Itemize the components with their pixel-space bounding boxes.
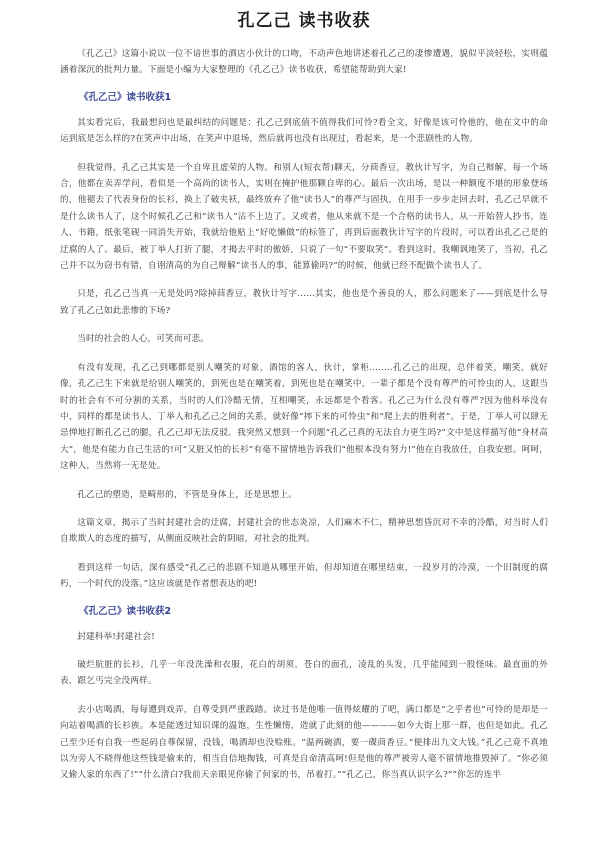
paragraph-gap: [60, 548, 548, 560]
section-heading-1: 《孔乙己》读书收获1: [79, 91, 172, 103]
section1-paragraph: 其实看完后，我最想问也是最纠结的问题是：孔乙己到底值不值得我们可怜?看全文，好像是该可怜他的，他在文中的命运到底是怎么样的?在笑声中出场，在笑声中退场，然后就再也没有出现过，看起来，是一个悲剧性的人物。: [60, 117, 548, 145]
intro-paragraph: 《孔乙己》这篇小说以一位不谙世事的酒店小伙计的口吻，不动声色地讲述着孔乙己的凄惨遭遇，貌似平淡轻松，实则蕴涵着深沉的批判力量。下面是小编为大家整理的《孔乙己》读书收获，希望能帮助到大家!: [60, 49, 548, 76]
section1-paragraph: 这篇文章，揭示了当时封建社会的迂腐，封建社会的世态炎凉，人们麻木不仁，精神思想昏沉对不幸的冷酷，对当时人们自欺欺人的态度的描写，从侧面反映社会的阴暗，对社会的批判。: [60, 517, 548, 545]
section1-paragraph: 看到这样一句话，深有感受“孔乙己的悲剧不知道从哪里开始，但却知道在哪里结束，一段岁月的冷漠，一个旧制度的腐朽，一个时代的没落。”这应该就是作者想表达的吧!: [60, 562, 548, 590]
section2-paragraph: 破烂肮脏的长衫，几乎一年没洗澡和衣服，花白的胡须，苍白的面孔，凌乱的头发，几乎能闻到一股怪味。最直面的外表，跟乞丐完全没两样。: [60, 659, 548, 687]
section1-paragraph: 当时的社会的人心，可笑而可悲。: [77, 334, 210, 345]
section2-paragraph: 去小店喝酒，每每遭到戏弄，自尊受到严重践踏。读过书是他唯一值得炫耀的了吧，满口都是“之乎者也”可怜的是却是一向站着喝酒的长衫族。本是能透过知识课的温饱，生性懒惰，造就了此刻的他————如今大街上那一群，也但是如此。孔乙己至少还有自我一些起码自尊保留，没钱，喝酒却也没赊账。“温两碗酒，要一碟茴香豆。”便排出九文大钱。”孔乙己竟不真地以为旁人不晓得他这些钱是偷来的，相当自信地掏钱，可真是自命清高呵!但是他的尊严被旁人毫不留情地推毁掉了。“你必须又偷人家的东西了!”“什么清白?我前天亲眼见你偷了何家的书，吊着打。”“孔乙己，你当真认识字么?”“你怎的连半: [60, 704, 548, 781]
paragraph-gap: [60, 645, 548, 657]
page-title: 孔乙己 读书收获: [237, 11, 371, 31]
section1-paragraph: 但我觉得，孔乙己其实是一个自卑且虚荣的人物。和别人(短衣帮)聊天，分茴香豆，教伙计写字，为自己辩解，每一个场合，他都在卖弄学问，看似是一个高尚的读书人，实则在掩护他那颗自卑的心。最后一次出场，是以一种额度不堪的形象登场的，他褪去了代表身份的长衫，换上了破夹袄，最终放弃了他“读书人”的尊严与固执，在用手一步步走回去时，孔乙己早就不是什么读书人了，这个时候孔乙己和“读书人”沾不上边了。又或者，他从来就不是一个合格的读书人，从一开始替人抄书，连人，书籍，纸张笔砚一同消失开始，我就给他贴上“好吃懒做”的标签了，再到后面教伙计写字的片段时，可以看出孔乙己是的迂腐的人了。最后，被丁举人打折了腿，才揭去平时的傲娇，只说了一句“不要取笑”。看到这时，我嘲讽地笑了，当初，孔乙己并不以为窃书有错，自诩清高的为自己辩解“读书人的事，能算偷吗?”的时候，他就已经不配做个读书人了。: [60, 162, 548, 272]
paragraph-gap: [60, 475, 548, 487]
paragraph-gap: [60, 274, 548, 286]
section-heading-2: 《孔乙己》读书收获2: [79, 605, 172, 617]
paragraph-gap: [60, 503, 548, 515]
paragraph-gap: [60, 148, 548, 160]
section1-paragraph: 只是，孔乙己当真一无是处吗?除掉茴香豆，教伙计写字......其实，他也是个善良的人，那么问题来了——到底是什么导致了孔乙己如此悲惨的下场?: [60, 289, 548, 316]
section2-paragraph: 封建科举!封建社会!: [77, 631, 155, 642]
paragraph-gap: [60, 319, 548, 331]
section1-paragraph: 有没有发现，孔乙己到哪都是别人嘲笑的对象，酒馆的客人，伙计，掌柜........孔乙己的出现，总伴着笑，嘲笑，就好像，孔乙己生下来就是给别人嘲笑的，到死也是在嘲笑着，到死也是在嘲笑中，一辈子都是个没有尊严的可怜虫的人，这跟当时的社会有不可分割的关系，当时的人们冷酷无情，互相嘲笑，永远都是个看客。孔乙己为什么没有尊严?因为他科举没有中，同样的都是读书人，丁举人和孔乙己之间的关系，就好像“摔下来的可怜虫”和“爬上去的胜利者”。于是，丁举人可以肆无忌惮地打断孔乙己的腿，孔乙己却无法反驳。我突然又想到一个问题“孔乙己真的无法自力更生吗?”文中是这样描写他“身材高大”，他是有能力自己生活的!可“又脏又怕的长衫”有毫不留情地告诉我们“他根本没有努力!”他在自我放任，自我安慰。呵呵，这种人，当然将一无是处。: [60, 362, 548, 472]
paragraph-gap: [60, 348, 548, 360]
section1-paragraph: 孔乙己的塑造，是畸形的，不管是身体上，还是思想上。: [77, 489, 298, 500]
paragraph-gap: [60, 690, 548, 702]
